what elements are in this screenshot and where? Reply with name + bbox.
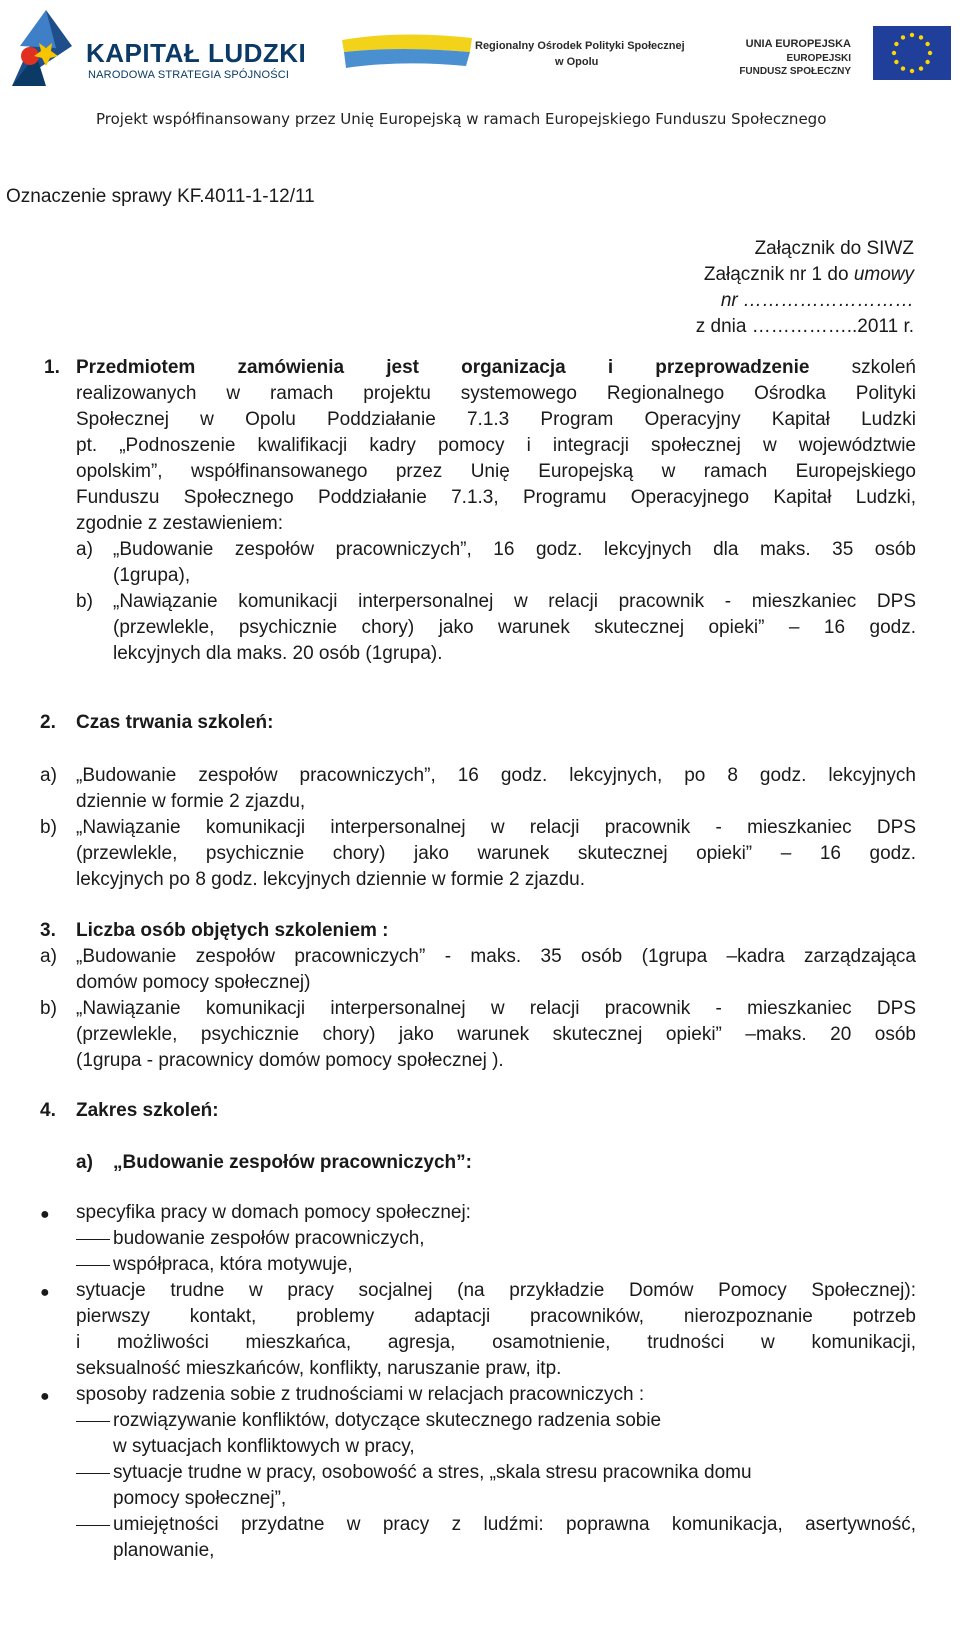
section-2-b-letter: b) (40, 817, 57, 838)
dash-1-text: budowanie zespołów pracowniczych, (113, 1228, 425, 1249)
annex-line-2-prefix: Załącznik nr 1 do (703, 264, 854, 285)
rops-logo (340, 30, 700, 80)
page-header (0, 0, 960, 140)
bullet-2-line: sytuacje trudne w pracy socjalnej (na przykładzie Domów Pomocy Społecznej): (76, 1280, 916, 1301)
bullet-2-text (76, 1278, 916, 1382)
project-cofinancing-line: Projekt współfinansowany przez Unię Europejską w ramach Europejskiego Funduszu Społecznego (96, 110, 827, 128)
section-3-b-line: (przewlekle, psychicznie chory) jako warunek skutecznej opieki” –maks. 20 osób (76, 1024, 916, 1045)
dash-5-text (113, 1512, 916, 1564)
kapital-ludzki-logo (6, 6, 307, 92)
section-1-b-line: lekcyjnych dla maks. 20 osób (1grupa). (113, 643, 443, 664)
dash-3-line: rozwiązywanie konfliktów, dotyczące skutecznego radzenia sobie (113, 1410, 662, 1431)
dash-icon (76, 1239, 110, 1240)
section-3-b-text (76, 996, 916, 1074)
bullet-icon: ● (40, 1388, 50, 1405)
section-3-title: Liczba osób objętych szkoleniem : (76, 920, 389, 941)
section-2-a-text (76, 763, 916, 815)
section-1-text (76, 355, 916, 537)
section-3-a-text (76, 944, 916, 996)
section-2-b-line: „Nawiązanie komunikacji interpersonalnej w relacji pracownik - mieszkaniec DPS (76, 817, 916, 838)
section-1-line: Społecznej w Opolu Poddziałanie 7.1.3 Program Operacyjny Kapitał Ludzki (76, 409, 916, 430)
section-2-a-letter: a) (40, 765, 57, 786)
section-2-title: Czas trwania szkoleń: (76, 712, 274, 733)
dash-2-text: współpraca, która motywuje, (113, 1254, 353, 1275)
kapital-ludzki-emblem-icon (6, 6, 78, 92)
section-3-a-line: „Budowanie zespołów pracowniczych” - maks. 35 osób (1grupa –kadra zarządzająca (76, 946, 916, 967)
bullet-2-line: seksualność mieszkańców, konflikty, naruszanie praw, itp. (76, 1358, 562, 1379)
bullet-2-line: pierwszy kontakt, problemy adaptacji pracowników, nierozpoznanie potrzeb (76, 1306, 916, 1327)
section-4-number: 4. (40, 1100, 56, 1121)
section-3-b-line: „Nawiązanie komunikacji interpersonalnej w relacji pracownik - mieszkaniec DPS (76, 998, 916, 1019)
section-1-a-line: „Budowanie zespołów pracowniczych”, 16 godz. lekcyjnych dla maks. 35 osób (113, 539, 916, 560)
section-2-a-line: „Budowanie zespołów pracowniczych”, 16 godz. lekcyjnych, po 8 godz. lekcyjnych (76, 765, 916, 786)
bullet-3-text: sposoby radzenia sobie z trudnościami w relacjach pracowniczych : (76, 1384, 645, 1405)
dash-5-line: umiejętności przydatne w pracy z ludźmi: poprawna komunikacja, asertywność, (113, 1514, 916, 1535)
eu-flag-icon (873, 26, 951, 80)
section-1-line: pt. „Podnoszenie kwalifikacji kadry pomocy i integracji społecznej w województwie (76, 435, 916, 456)
section-1-line: opolskim”, współfinansowanego przez Unię Europejską w ramach Europejskiego (76, 461, 916, 482)
section-3-a-letter: a) (40, 946, 57, 967)
dash-icon (76, 1265, 110, 1266)
bullet-1-text: specyfika pracy w domach pomocy społecznej: (76, 1202, 471, 1223)
section-3-a-line: domów pomocy społecznej) (76, 972, 311, 993)
section-4-title: Zakres szkoleń: (76, 1100, 219, 1121)
bullet-icon: ● (40, 1284, 50, 1301)
dash-4-line: pomocy społecznej”, (113, 1488, 287, 1509)
section-1-line: realizowanych w ramach projektu systemowego Regionalnego Ośrodka Polityki (76, 383, 916, 404)
dash-3-line: w sytuacjach konfliktowych w pracy, (113, 1436, 415, 1457)
kapital-ludzki-subtitle: NARODOWA STRATEGIA SPÓJNOŚCI (88, 69, 290, 81)
section-1-line: zgodnie z zestawieniem: (76, 513, 283, 534)
dash-icon (76, 1473, 110, 1474)
annex-line-2-italic: umowy (853, 264, 914, 285)
annex-line-1: Załącznik do SIWZ (754, 238, 914, 259)
section-1-line: Funduszu Społecznego Poddziałanie 7.1.3, Programu Operacyjnego Kapitał Ludzki, (76, 487, 916, 508)
section-4-sub-letter: a) (76, 1152, 93, 1173)
dash-icon (76, 1421, 110, 1422)
section-2-a-line: dziennie w formie 2 zjazdu, (76, 791, 306, 812)
section-2-b-line: (przewlekle, psychicznie chory) jako warunek skutecznej opieki” – 16 godz. (76, 843, 916, 864)
section-1-b-text (113, 589, 916, 667)
section-2-b-text (76, 815, 916, 893)
bullet-icon: ● (40, 1206, 50, 1223)
section-1-a-letter: a) (76, 539, 93, 560)
section-1-bold-lead: Przedmiotem zamówienia jest organizacja i przeprowadzenie (76, 357, 810, 378)
annex-line-4: z dnia ……………..2011 r. (695, 316, 914, 337)
rops-flag-icon (340, 30, 480, 74)
section-1-a-line: (1grupa), (113, 565, 191, 586)
section-1-a-text (113, 537, 916, 589)
section-2-number: 2. (40, 712, 56, 733)
eu-line-1: UNIA EUROPEJSKA (745, 38, 851, 50)
kapital-ludzki-title: KAPITAŁ LUDZKI (86, 38, 307, 68)
annex-block (696, 236, 914, 340)
section-1-b-line: „Nawiązanie komunikacji interpersonalnej w relacji pracownik - mieszkaniec DPS (113, 591, 916, 612)
eu-logo (739, 26, 955, 86)
section-3-b-line: (1grupa - pracownicy domów pomocy społecznej ). (76, 1050, 504, 1071)
section-1-number: 1. (44, 357, 60, 378)
dash-3-text (113, 1408, 873, 1460)
dash-5-line: planowanie, (113, 1540, 215, 1561)
section-1-b-line: (przewlekle, psychicznie chory) jako warunek skutecznej opieki” – 16 godz. (113, 617, 916, 638)
dash-4-line: sytuacje trudne w pracy, osobowość a stres, „skala stresu pracownika domu (113, 1462, 752, 1483)
dash-icon (76, 1525, 110, 1526)
case-reference: Oznaczenie sprawy KF.4011-1-12/11 (6, 186, 315, 207)
section-4-sub-title: „Budowanie zespołów pracowniczych”: (113, 1152, 472, 1173)
annex-line-3: nr ……………………… (720, 290, 914, 311)
section-1-line: Przedmiotem zamówienia jest organizacja i przeprowadzenie szkoleń (76, 357, 916, 378)
section-3-b-letter: b) (40, 998, 57, 1019)
section-3-number: 3. (40, 920, 56, 941)
eu-line-3: FUNDUSZ SPOŁECZNY (739, 66, 851, 77)
rops-city: w Opolu (555, 56, 599, 68)
section-1-b-letter: b) (76, 591, 93, 612)
eu-line-2: EUROPEJSKI (786, 53, 851, 64)
section-2-b-line: lekcyjnych po 8 godz. lekcyjnych dziennie w formie 2 zjazdu. (76, 869, 586, 890)
annex-line-2 (696, 262, 914, 288)
rops-name: Regionalny Ośrodek Polityki Społecznej (475, 40, 685, 52)
bullet-2-line: i możliwości mieszkańca, agresja, osamotnienie, trudności w komunikacji, (76, 1332, 916, 1353)
dash-4-text (113, 1460, 873, 1512)
